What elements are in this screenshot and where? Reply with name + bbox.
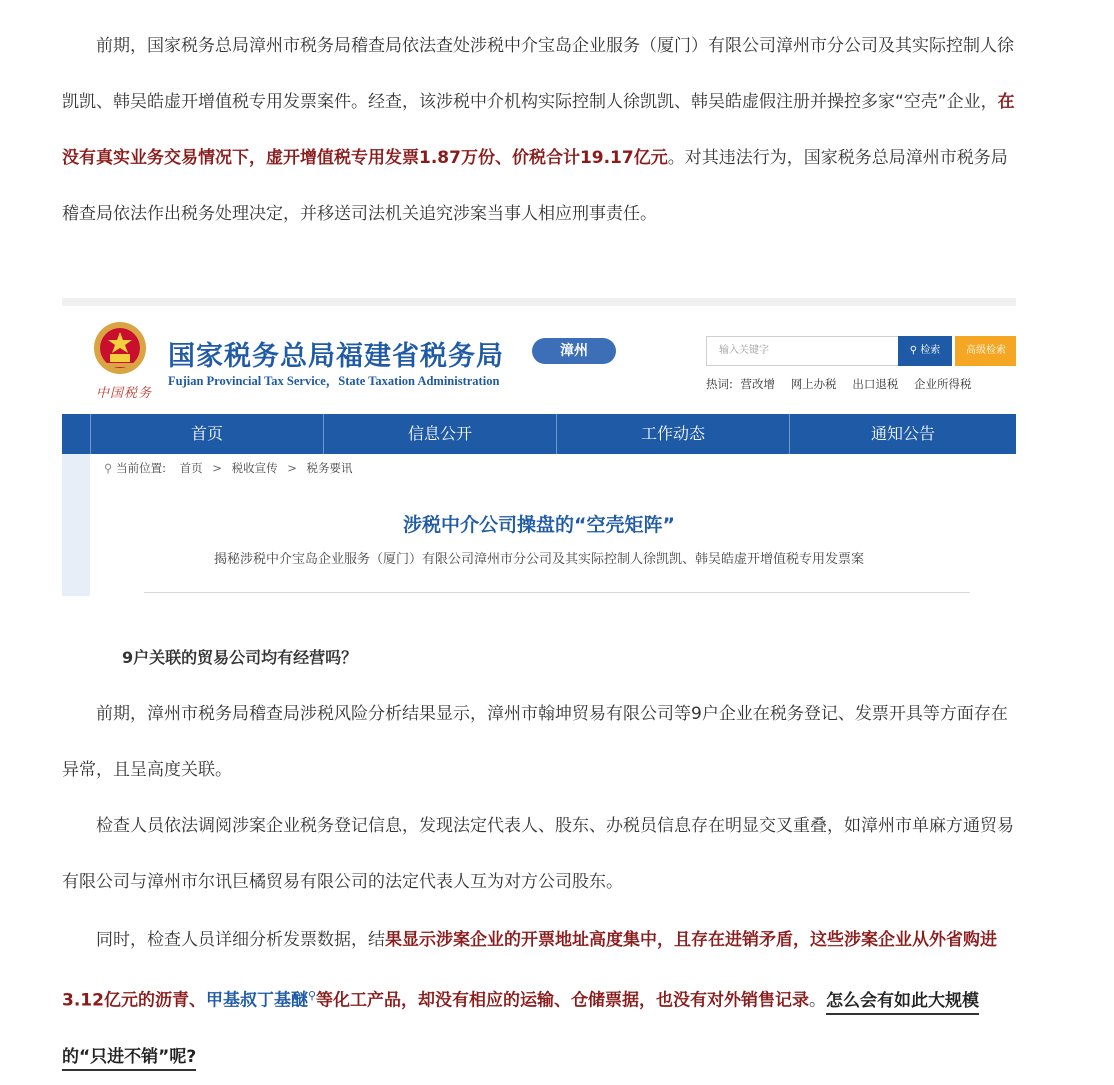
nav-info-disclosure[interactable]: 信息公开 (323, 414, 556, 454)
paragraph-1: 前期，漳州市税务局稽查局涉税风险分析结果显示，漳州市翰坤贸易有限公司等9户企业在税务登记、发票开具等方面存在异常，且呈高度关联。 (62, 704, 1008, 780)
hot-word-link[interactable]: 营改增 (740, 377, 776, 391)
screenshot-top-strip (62, 298, 1016, 306)
keyword-link[interactable]: 甲基叔丁基醚 (205, 990, 308, 1011)
hot-word-link[interactable]: 网上办税 (790, 377, 837, 391)
hot-words-row (706, 376, 984, 392)
emblem-signature: 中国税务 (96, 386, 153, 401)
nav-home[interactable]: 首页 (90, 414, 323, 454)
main-nav (62, 414, 1016, 454)
section-heading: 9户关联的贸易公司均有经营吗？ (122, 648, 358, 667)
search-button-label: 检索 (920, 345, 941, 356)
p3-text: 同时，检查人员详细分析发票数据，结 (96, 930, 385, 950)
p3-highlight-2: 等化工产品，却没有相应的运输、仓储票据，也没有对外销售记录 (316, 990, 810, 1011)
breadcrumb-item[interactable]: 首页 (179, 461, 203, 475)
national-emblem-icon (92, 320, 148, 376)
paragraph-3 (62, 912, 1022, 1085)
breadcrumb-item[interactable]: 税务要讯 (306, 461, 353, 475)
hot-words-label: 热词: (706, 377, 733, 391)
p3-highlight-1: 果显示涉案企业的开票地址高度集中，且存在进销矛盾，这些涉案企业从外省购进3.12亿元的沥青、 (62, 930, 997, 1011)
intro-text-2: 。对其违法行为，国家税务总局漳州市税务局稽查局依法作出税务处理决定，并移送司法机关追究涉案当事人相应刑事责任。 (62, 148, 1008, 224)
breadcrumb-separator: > (212, 461, 222, 475)
breadcrumb-item[interactable]: 税收宣传 (231, 461, 278, 475)
nav-work-news[interactable]: 工作动态 (556, 414, 789, 454)
hot-word-link[interactable]: 企业所得税 (914, 377, 972, 391)
article-title: 涉税中介公司操盘的“空壳矩阵” (403, 514, 675, 536)
intro-text-1: 前期，国家税务总局漳州市税务局稽查局依法查处涉税中介宝岛企业服务（厦门）有限公司漳州市分公司及其实际控制人徐凯凯、韩吴皓虚开增值税专用发票案件。经查，该涉税中介机构实际控制人徐凯凯、韩吴皓虚假注册并操控多家“空壳”企业， (62, 36, 1014, 112)
search-icon: ⚲ (909, 345, 918, 356)
embedded-site-screenshot (62, 298, 1016, 596)
paragraph-2: 检查人员依法调阅涉案企业税务登记信息，发现法定代表人、股东、办税员信息存在明显交叉重叠，如漳州市单麻方通贸易有限公司与漳州市尔讯巨橘贸易有限公司的法定代表人互为对方公司股东。 (62, 816, 1014, 892)
breadcrumb-prefix: 当前位置: (116, 461, 166, 475)
advanced-search-button[interactable]: 高级检索 (955, 336, 1016, 366)
article-subtitle: 揭秘涉税中介宝岛企业服务（厦门）有限公司漳州市分公司及其实际控制人徐凯凯、韩吴皓虚开增值税专用发票案 (213, 552, 864, 567)
intro-paragraph (62, 18, 1022, 242)
site-title[interactable]: 国家税务总局福建省税务局 (168, 341, 504, 372)
search-icon[interactable]: ⚲ (307, 989, 317, 1002)
hot-word-link[interactable]: 出口退税 (852, 377, 899, 391)
region-badge[interactable]: 漳州 (532, 338, 616, 364)
breadcrumb-separator: > (287, 461, 297, 475)
intro-highlight: 在没有真实业务交易情况下，虚开增值税专用发票1.87万份、价税合计19.17亿元 (62, 92, 1015, 168)
breadcrumb (104, 460, 353, 476)
site-subtitle: Fujian Provincial Tax Service，State Taxation Administration (168, 374, 500, 388)
nav-notices[interactable]: 通知公告 (789, 414, 1016, 454)
location-pin-icon: ⚲ (104, 461, 113, 475)
p3-question: 怎么会有如此大规模的“只进不销”呢? (62, 991, 979, 1071)
divider (144, 592, 970, 593)
search-input[interactable]: 输入关键字 (706, 336, 898, 366)
p3-period: 。 (809, 990, 827, 1011)
search-button[interactable] (898, 336, 952, 366)
